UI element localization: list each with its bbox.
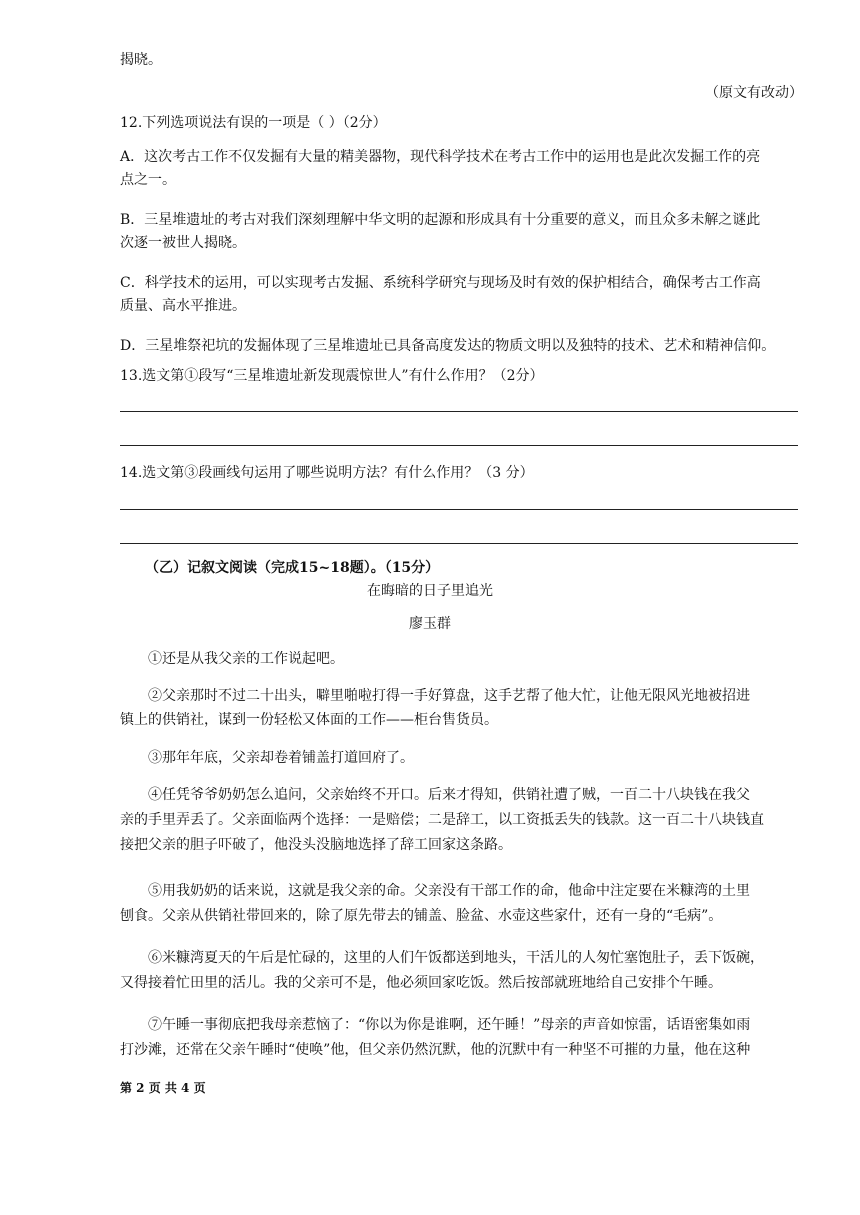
source-note: （原文有改动） bbox=[705, 85, 803, 101]
q12-option-a-line2: 点之一。 bbox=[120, 172, 176, 188]
question-14-stem: 14.选文第③段画线句运用了哪些说明方法？有什么作用？（3 分） bbox=[120, 465, 534, 481]
q13-answer-line-1 bbox=[120, 411, 798, 412]
q12-option-c-line2: 质量、高水平推进。 bbox=[120, 298, 246, 314]
paragraph-5-line1: ⑤用我奶奶的话来说，这就是我父亲的命。父亲没有干部工作的命，他命中注定要在米糠湾的土里 bbox=[148, 883, 750, 899]
paragraph-4-line1: ④任凭爷爷奶奶怎么追问，父亲始终不开口。后来才得知，供销社遭了贼，一百二十八块钱在我父 bbox=[148, 787, 750, 803]
continuation-text: 揭晓。 bbox=[120, 52, 162, 68]
section-b-heading: （乙）记叙文阅读（完成15~18题）。（15分） bbox=[145, 560, 440, 576]
q13-answer-line-2 bbox=[120, 445, 798, 446]
paragraph-2-line1: ②父亲那时不过二十出头，噼里啪啦打得一手好算盘，这手艺帮了他大忙，让他无限风光地被招进 bbox=[148, 688, 750, 704]
q12-option-b-line2: 次逐一被世人揭晓。 bbox=[120, 235, 246, 251]
q14-answer-line-1 bbox=[120, 509, 798, 510]
paragraph-5-line2: 刨食。父亲从供销社带回来的，除了原先带去的铺盖、脸盆、水壶这些家什，还有一身的“毛病”。 bbox=[120, 908, 723, 924]
q12-option-d-line1: D．三星堆祭祀坑的发掘体现了三星堆遗址已具备高度发达的物质文明以及独特的技术、艺术和精神信仰。 bbox=[120, 338, 776, 354]
q12-option-b-line1: B．三星堆遗址的考古对我们深刻理解中华文明的起源和形成具有十分重要的意义，而且众多未解之谜此 bbox=[120, 212, 761, 228]
paragraph-6-line2: 又得接着忙田里的活儿。我的父亲可不是，他必须回家吃饭。然后按部就班地给自己安排个午睡。 bbox=[120, 975, 722, 991]
paragraph-2-line2: 镇上的供销社，谋到一份轻松又体面的工作——柜台售货员。 bbox=[120, 712, 498, 728]
q12-option-c-line1: C．科学技术的运用，可以实现考古发掘、系统科学研究与现场及时有效的保护相结合，确保考古工作高 bbox=[120, 275, 761, 291]
q12-option-a-line1: A．这次考古工作不仅发掘有大量的精美器物，现代科学技术在考古工作中的运用也是此次发掘工作的亮 bbox=[120, 149, 761, 165]
paragraph-4-line3: 接把父亲的胆子吓破了，他没头没脑地选择了辞工回家这条路。 bbox=[120, 837, 512, 853]
paragraph-3-line1: ③那年年底，父亲却卷着铺盖打道回府了。 bbox=[148, 750, 414, 766]
q14-answer-line-2 bbox=[120, 543, 798, 544]
question-13-stem: 13.选文第①段写“三星堆遗址新发现震惊世人”有什么作用？（2分） bbox=[120, 368, 544, 384]
page-number: 第 2 页 共 4 页 bbox=[120, 1081, 206, 1095]
paragraph-4-line2: 亲的手里弄丢了。父亲面临两个选择：一是赔偿；二是辞工，以工资抵丢失的钱款。这一百二十八块钱直 bbox=[120, 812, 764, 828]
paragraph-7-line1: ⑦午睡一事彻底把我母亲惹恼了：“你以为你是谁啊，还午睡！”母亲的声音如惊雷，话语密集如雨 bbox=[148, 1017, 751, 1033]
paragraph-7-line2: 打沙滩，还常在父亲午睡时“使唤”他，但父亲仍然沉默，他的沉默中有一种坚不可摧的力量，他在这种 bbox=[120, 1042, 751, 1058]
article-title: 在晦暗的日子里追光 bbox=[367, 583, 493, 599]
article-author: 廖玉群 bbox=[409, 616, 451, 632]
paragraph-6-line1: ⑥米糠湾夏天的午后是忙碌的，这里的人们午饭都送到地头，干活儿的人匆忙塞饱肚子，丢下饭碗， bbox=[148, 950, 764, 966]
question-12-stem: 12.下列选项说法有误的一项是（ ）（2分） bbox=[120, 115, 387, 131]
paragraph-1-line1: ①还是从我父亲的工作说起吧。 bbox=[148, 651, 344, 667]
